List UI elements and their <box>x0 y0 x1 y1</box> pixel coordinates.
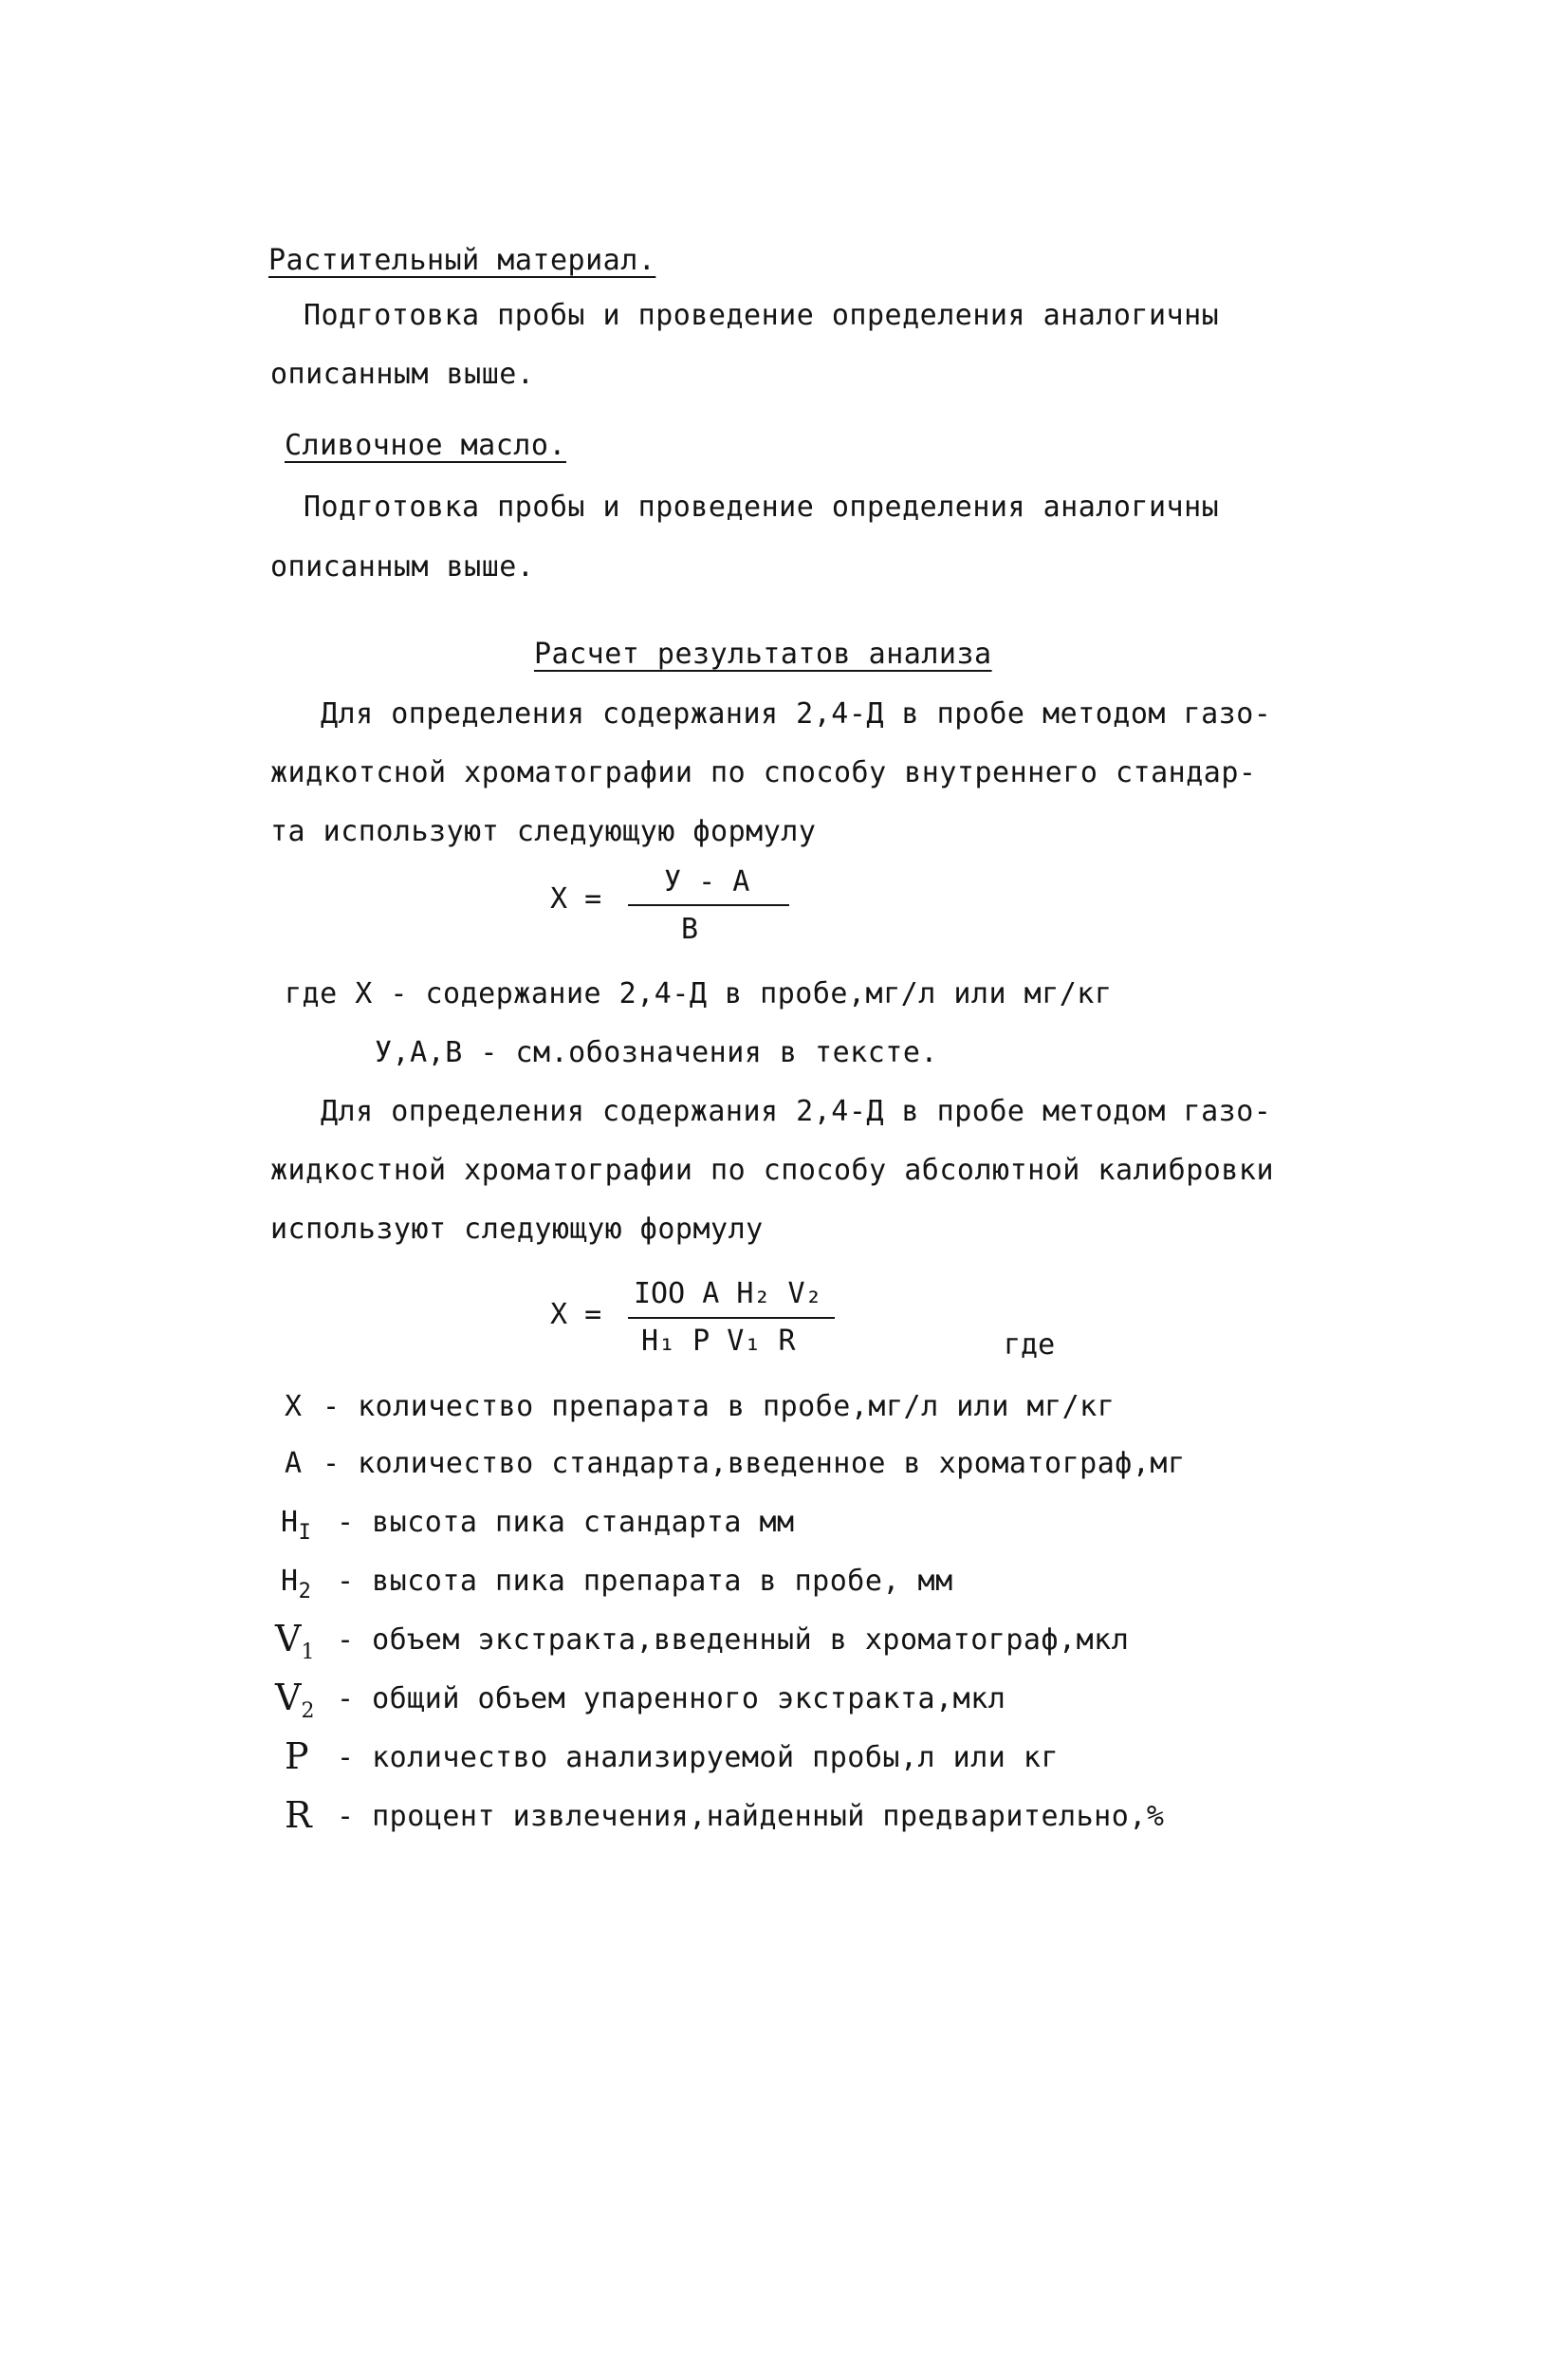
definition-symbol: Х <box>285 1390 303 1423</box>
formula1-fraction-bar <box>628 904 789 906</box>
formula2-fraction-bar <box>628 1317 835 1319</box>
butter-text-line1: Подготовка пробы и проведение определения аналогичны <box>304 491 1220 524</box>
plant-text-line2: описанным выше. <box>270 358 535 391</box>
calc-p1-line1: Для определения содержания 2,4-Д в пробе методом газо- <box>321 697 1272 731</box>
formula2-numerator: IOO А Н₂ V₂ <box>634 1277 822 1310</box>
definition-symbol-sub: 1 <box>301 1640 315 1664</box>
definition-text: - высота пика стандарта мм <box>337 1506 795 1539</box>
definition-text: - общий объем упаренного экстракта,мкл <box>337 1682 1006 1715</box>
plant-text-line1: Подготовка пробы и проведение определения аналогичны <box>304 299 1220 332</box>
heading-butter: Сливочное масло. <box>285 429 566 462</box>
calc-p2-line3: используют следующую формулу <box>270 1213 764 1246</box>
definition-text: - высота пика препарата в пробе, мм <box>337 1565 953 1598</box>
calc-p2-line1: Для определения содержания 2,4-Д в пробе методом газо- <box>321 1095 1272 1128</box>
definition-text: - объем экстракта,введенный в хроматограф,мкл <box>337 1623 1130 1657</box>
formula2-lhs: X = <box>550 1298 602 1331</box>
definition-symbol-base: V <box>275 1618 302 1659</box>
definition-symbol <box>281 1504 311 1552</box>
definition-text: - количество препарата в пробе,мг/л или мг/кг <box>323 1390 1116 1423</box>
formula1-lhs: X = <box>550 882 602 916</box>
where1-line1: где Х - содержание 2,4-Д в пробе,мг/л или мг/кг <box>285 977 1113 1010</box>
definition-text: - количество анализируемой пробы,л или кг <box>337 1741 1060 1774</box>
formula2-denominator: Н₁ Р V₁ R <box>641 1325 796 1358</box>
where1-line2: У,А,В - см.обозначения в тексте. <box>375 1036 938 1069</box>
definition-symbol-base: Н <box>281 1565 299 1598</box>
definition-symbol-base: Н <box>281 1506 299 1539</box>
definition-symbol: Р <box>285 1735 309 1777</box>
definition-symbol-sub: 2 <box>298 1580 312 1603</box>
definition-symbol <box>275 1677 314 1733</box>
definition-symbol-sub: 2 <box>301 1699 315 1723</box>
calc-p2-line2: жидкостной хроматографии по способу абсолютной калибровки <box>270 1154 1275 1187</box>
definition-symbol <box>281 1563 311 1611</box>
definition-symbol: А <box>285 1447 303 1480</box>
formula1-denominator: В <box>681 913 699 946</box>
definition-symbol: R <box>285 1794 312 1836</box>
definition-text: - количество стандарта,введенное в хроматограф,мг <box>323 1447 1186 1480</box>
definition-symbol <box>275 1618 314 1674</box>
definition-symbol-base: V <box>275 1677 302 1718</box>
butter-text-line2: описанным выше. <box>270 550 535 584</box>
definition-text: - процент извлечения,найденный предварительно,% <box>337 1800 1165 1833</box>
calc-p1-line2: жидкотсной хроматографии по способу внутреннего стандар- <box>270 756 1257 789</box>
formula1-numerator: У - А <box>664 865 750 899</box>
definition-symbol-sub: I <box>298 1521 312 1545</box>
formula2-where: где <box>1004 1328 1056 1362</box>
calc-p1-line3: та используют следующую формулу <box>270 815 817 848</box>
heading-plant-material: Растительный материал. <box>268 244 656 277</box>
heading-calculation: Расчет результатов анализа <box>534 638 992 671</box>
